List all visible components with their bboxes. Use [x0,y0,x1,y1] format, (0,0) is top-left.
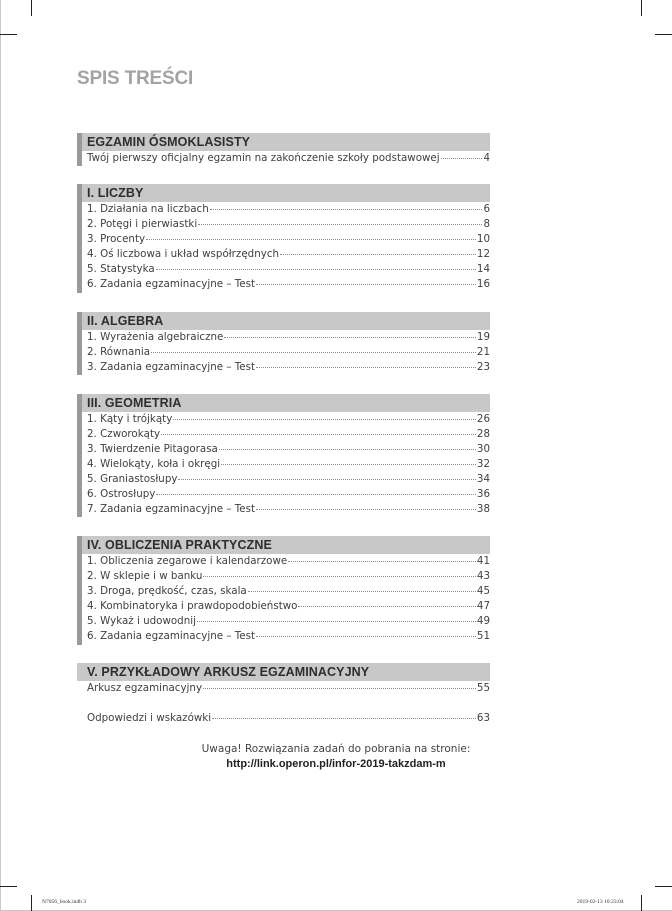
download-link[interactable]: http://link.operon.pl/infor-2019-takzdam-m [226,758,446,770]
entry-page: 19 [476,331,490,343]
toc-entry[interactable] [77,232,490,247]
entry-page: 16 [476,278,490,290]
toc-section-geometria [77,394,490,517]
dot-leader [441,157,483,159]
entry-page: 4 [483,152,490,164]
crop-mark [655,886,672,887]
toc-entry[interactable] [77,442,490,457]
entry-label: 3. Procenty [87,233,146,245]
entry-label: 1. Wyrażenia algebraiczne [87,331,224,343]
toc-entry[interactable] [77,554,490,569]
toc-entry[interactable] [77,569,490,584]
dot-leader [156,493,476,495]
section-stripe [77,394,82,517]
entry-page: 51 [476,630,490,642]
entry-label: 3. Droga, prędkość, czas, skala [87,585,247,597]
toc-entry[interactable] [77,457,490,472]
toc-section-egzamin [77,133,490,166]
crop-mark [641,0,642,16]
section-heading: I. LICZBY [77,184,490,202]
entry-label: 1. Kąty i trójkąty [87,413,173,425]
section-stripe [77,133,82,166]
dot-leader [224,336,476,338]
entry-label: 3. Twierdzenie Pitagorasa [87,443,218,455]
dot-leader [248,590,476,592]
entry-page: 14 [476,263,490,275]
crop-mark [31,895,32,911]
entry-page: 43 [476,570,490,582]
entry-page: 36 [476,488,490,500]
dot-leader [198,223,482,225]
entry-label: 5. Wykaż i udowodnij [87,615,196,627]
toc-section-algebra [77,312,490,375]
entry-label: 7. Zadania egzaminacyjne – Test [87,503,256,515]
entry-label: 4. Kombinatoryka i prawdopodobieństwo [87,600,298,612]
entry-label: Arkusz egzaminacyjny [87,682,203,694]
entry-page: 10 [476,233,490,245]
section-heading: II. ALGEBRA [77,312,490,330]
dot-leader [288,560,476,562]
entry-page: 6 [483,203,490,215]
page-edge [0,0,1,911]
entry-page: 32 [476,458,490,470]
entry-label: Odpowiedzi i wskazówki [87,712,212,724]
entry-label: Twój pierwszy oficjalny egzamin na zakończenie szkoły podstawowej [87,152,440,164]
toc-entry[interactable] [77,711,490,726]
entry-label: 5. Graniastosłupy [87,473,178,485]
toc-entry[interactable] [77,345,490,360]
toc-section-arkusz [77,663,490,696]
entry-page: 49 [476,615,490,627]
entry-label: 1. Obliczenia zegarowe i kalendarzowe [87,555,288,567]
toc-entry[interactable] [77,427,490,442]
dot-leader [280,253,476,255]
crop-mark [0,34,17,35]
note-text: Uwaga! Rozwiązania zadań do pobrania na stronie: [201,743,471,755]
toc-entry[interactable] [77,614,490,629]
section-heading: EGZAMIN ÓSMOKLASISTY [77,133,490,151]
dot-leader [151,351,476,353]
entry-page: 63 [476,712,490,724]
entry-label: 5. Statystyka [87,263,155,275]
dot-leader [256,508,476,510]
dot-leader [256,366,476,368]
entry-label: 6. Zadania egzaminacyjne – Test [87,630,256,642]
dot-leader [221,463,476,465]
entry-page: 12 [476,248,490,260]
entry-label: 1. Działania na liczbach [87,203,209,215]
entry-label: 2. W sklepie i w banku [87,570,203,582]
toc-entry[interactable] [77,584,490,599]
entry-label: 4. Wielokąty, koła i okręgi [87,458,221,470]
entry-page: 45 [476,585,490,597]
entry-page: 23 [476,361,490,373]
crop-mark [0,886,17,887]
entry-page: 28 [476,428,490,440]
dot-leader [203,687,476,689]
dot-leader [156,268,476,270]
entry-page: 26 [476,413,490,425]
slug-timestamp: 2019-02-13 10:23:04 [577,899,624,905]
toc-entry[interactable] [77,151,490,166]
dot-leader [203,575,475,577]
dot-leader [210,208,483,210]
toc-entry[interactable] [77,277,490,292]
page-title: SPIS TREŚCI [77,68,194,89]
toc-entry[interactable] [77,202,490,217]
entry-page: 38 [476,503,490,515]
toc-section-obliczenia [77,536,490,644]
toc-entry[interactable] [77,262,490,277]
crop-mark [31,0,32,16]
section-heading: III. GEOMETRIA [77,394,490,412]
dot-leader [298,605,475,607]
dot-leader [256,283,476,285]
crop-mark [641,895,642,911]
toc-entry[interactable] [77,472,490,487]
entry-label: 6. Ostrosłupy [87,488,156,500]
dot-leader [197,620,476,622]
dot-leader [212,717,476,719]
section-stripe [77,312,82,375]
toc-entry[interactable] [77,487,490,502]
toc-entry[interactable] [77,360,490,375]
toc-entry[interactable] [77,247,490,262]
toc-entry[interactable] [77,629,490,644]
toc-entry[interactable] [77,330,490,345]
dot-leader [219,448,476,450]
toc-section-liczby [77,184,490,292]
entry-page: 47 [476,600,490,612]
toc-entry[interactable] [77,412,490,427]
dot-leader [256,635,476,637]
dot-leader [173,418,476,420]
section-heading: V. PRZYKŁADOWY ARKUSZ EGZAMINACYJNY [77,663,490,681]
toc-section-odpowiedzi [77,711,490,726]
dot-leader [161,433,476,435]
entry-page: 8 [483,218,490,230]
section-stripe [77,536,82,645]
entry-page: 55 [476,682,490,694]
toc-entry[interactable] [77,681,490,696]
entry-label: 2. Potęgi i pierwiastki [87,218,198,230]
toc-entry[interactable] [77,599,490,614]
crop-mark [655,34,672,35]
entry-label: 3. Zadania egzaminacyjne – Test [87,361,256,373]
entry-page: 21 [476,346,490,358]
dot-leader [146,238,476,240]
section-heading: IV. OBLICZENIA PRAKTYCZNE [77,536,490,554]
slug-filename: N7056_book.indb 3 [42,899,86,905]
entry-label: 6. Zadania egzaminacyjne – Test [87,278,256,290]
toc-entry[interactable] [77,502,490,517]
dot-leader [178,478,475,480]
entry-label: 2. Czworokąty [87,428,161,440]
entry-page: 41 [476,555,490,567]
section-stripe [77,184,82,293]
entry-page: 34 [476,473,490,485]
toc-entry[interactable] [77,217,490,232]
entry-label: 2. Równania [87,346,151,358]
entry-label: 4. Oś liczbowa i układ współrzędnych [87,248,280,260]
entry-page: 30 [476,443,490,455]
